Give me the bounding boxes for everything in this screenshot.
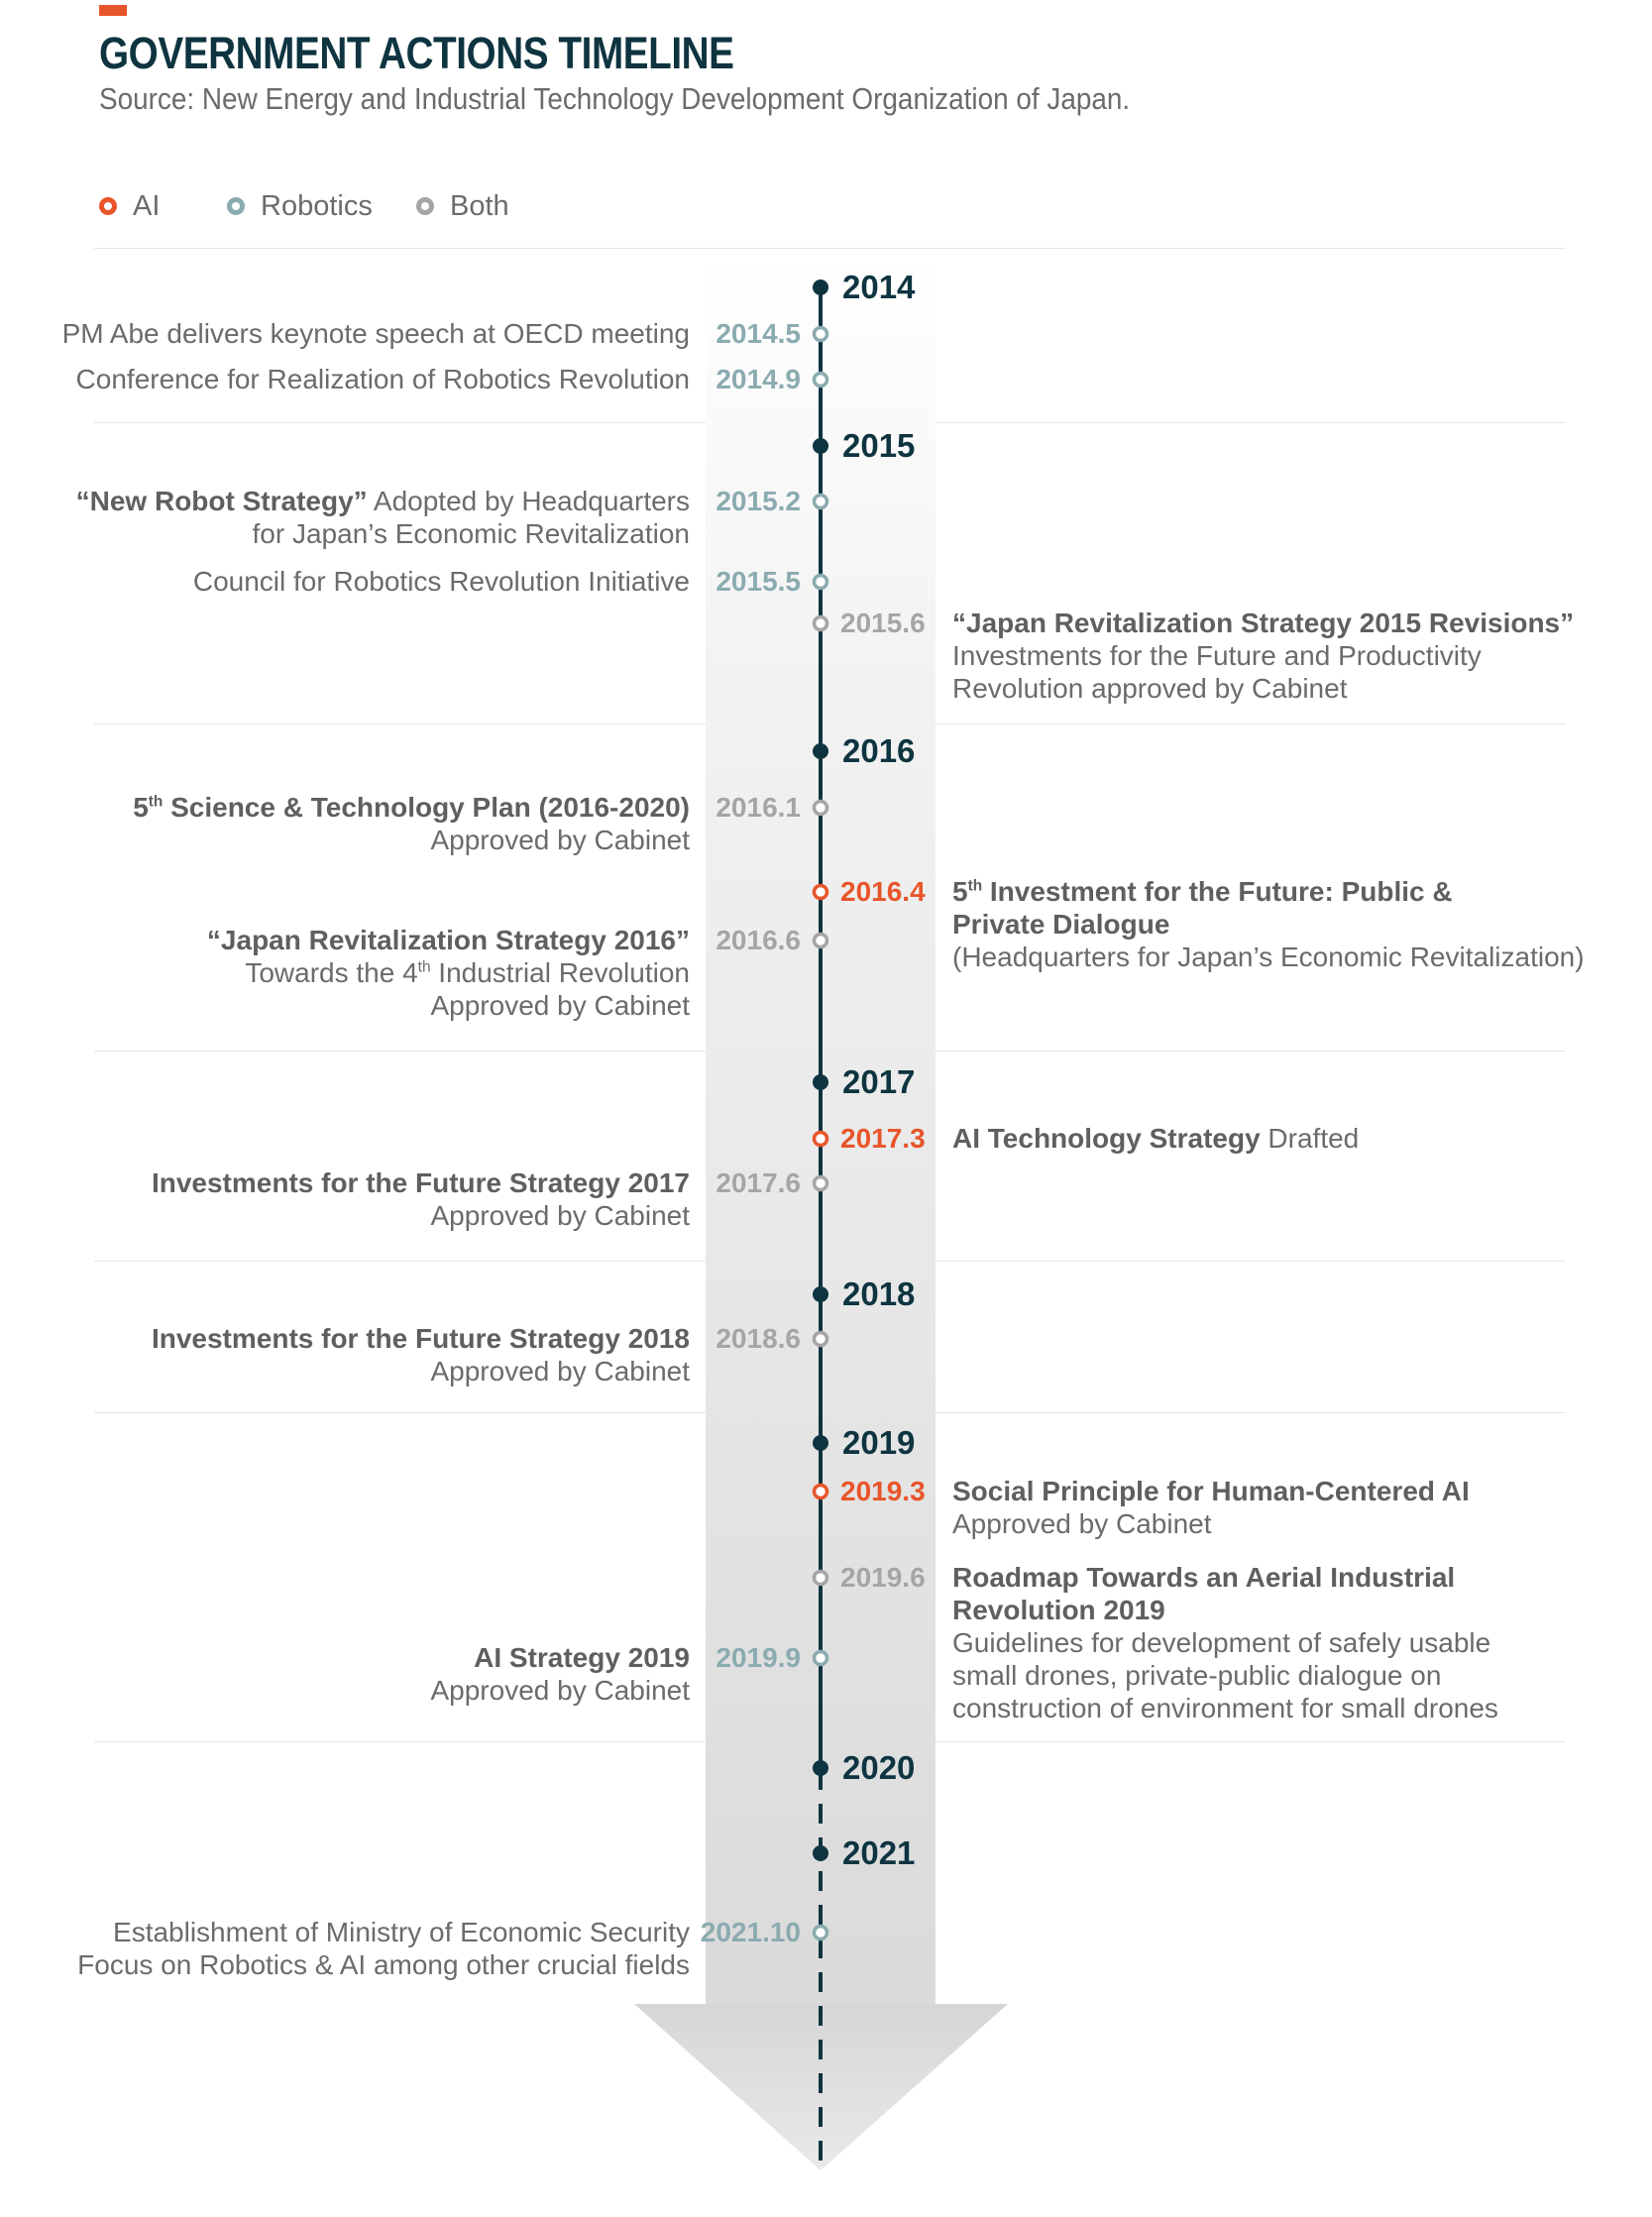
event-text: Establishment of Ministry of Economic Security	[113, 1917, 690, 1947]
event-description	[952, 1122, 1359, 1155]
event-line	[952, 908, 1585, 941]
event-text: Approved by Cabinet	[430, 1675, 690, 1706]
year-dot	[813, 1286, 828, 1302]
event-line	[76, 517, 690, 550]
event-line	[133, 824, 690, 856]
event-text: Approved by Cabinet	[952, 1508, 1212, 1539]
event-text: Conference for Realization of Robotics Revolution	[75, 364, 690, 394]
event-line	[952, 639, 1574, 672]
event-text: AI Technology Strategy	[952, 1123, 1261, 1154]
event-text: Investments for the Future Strategy 2018	[151, 1323, 690, 1354]
event-text: (Headquarters for Japan’s Economic Revitalization)	[952, 942, 1585, 972]
event-date: 2017.6	[716, 1167, 801, 1198]
event-marker	[815, 1927, 827, 1940]
event-text: Investments for the Future Strategy 2017	[151, 1167, 690, 1198]
event-text: Guidelines for development of safely usable	[952, 1627, 1491, 1658]
year-dot	[813, 279, 828, 295]
event-text: 5	[952, 876, 968, 907]
event-description	[133, 791, 690, 856]
event-text: Council for Robotics Revolution Initiative	[192, 566, 690, 597]
event-description	[952, 875, 1585, 973]
event-marker	[815, 1486, 827, 1498]
event-marker	[815, 1652, 827, 1665]
event-text: PM Abe delivers keynote speech at OECD meeting	[61, 318, 690, 349]
event-line	[207, 989, 690, 1022]
event-line	[152, 1166, 690, 1199]
event-description	[952, 1475, 1470, 1540]
event-description	[193, 565, 690, 598]
event-description	[952, 1561, 1498, 1724]
event-description	[207, 924, 690, 1022]
event-marker	[815, 328, 827, 341]
year-dot	[813, 1760, 828, 1776]
event-line	[952, 1475, 1470, 1507]
event-date: 2018.6	[716, 1323, 801, 1354]
legend-label-robotics: Robotics	[261, 189, 373, 222]
year-label: 2019	[842, 1424, 916, 1461]
event-line	[952, 941, 1585, 973]
event-line	[952, 1122, 1359, 1155]
event-line	[952, 1561, 1498, 1594]
event-line	[952, 875, 1585, 908]
event-text: Approved by Cabinet	[430, 1200, 690, 1231]
event-marker	[815, 1333, 827, 1346]
event-text: Roadmap Towards an Aerial Industrial	[952, 1562, 1456, 1593]
event-date: 2016.4	[840, 876, 926, 907]
event-line	[77, 1948, 690, 1981]
event-line	[207, 956, 690, 989]
event-text: small drones, private-public dialogue on	[952, 1660, 1442, 1691]
event-line	[77, 1916, 690, 1948]
event-description	[430, 1641, 690, 1707]
legend-label-ai: AI	[133, 189, 161, 222]
event-text: Private Dialogue	[952, 909, 1170, 940]
event-line	[152, 1355, 690, 1387]
event-line	[952, 1659, 1498, 1692]
event-text: Towards the 4	[245, 957, 418, 988]
event-line	[952, 1507, 1470, 1540]
event-marker	[815, 374, 827, 387]
event-text: Adopted by Headquarters	[367, 486, 690, 516]
event-date: 2017.3	[840, 1123, 926, 1154]
year-dot	[813, 1435, 828, 1451]
year-dot	[813, 438, 828, 454]
source-note: Source: New Energy and Industrial Technology Development Organization of Japan.	[99, 81, 1131, 116]
event-line	[133, 791, 690, 824]
event-line	[76, 363, 690, 395]
year-label: 2016	[842, 732, 916, 769]
event-description	[152, 1322, 690, 1387]
event-text: Industrial Revolution	[430, 957, 690, 988]
event-text: Approved by Cabinet	[430, 990, 690, 1021]
event-description	[152, 1166, 690, 1232]
event-text: Revolution approved by Cabinet	[952, 673, 1348, 704]
event-text: “New Robot Strategy”	[75, 486, 368, 516]
event-marker	[815, 576, 827, 589]
event-date: 2015.6	[840, 608, 926, 638]
event-marker	[815, 1572, 827, 1585]
event-marker	[815, 886, 827, 899]
event-text: Drafted	[1260, 1123, 1360, 1154]
event-marker	[815, 1177, 827, 1190]
event-line	[152, 1322, 690, 1355]
event-date: 2019.9	[716, 1642, 801, 1673]
event-text: Social Principle for Human-Centered AI	[952, 1476, 1470, 1506]
event-date: 2014.9	[716, 364, 801, 394]
event-text: 5	[133, 792, 149, 823]
event-text: Focus on Robotics & AI among other crucial fields	[77, 1949, 690, 1980]
year-label: 2021	[842, 1834, 916, 1871]
year-label: 2014	[842, 269, 916, 305]
event-date: 2021.10	[700, 1917, 801, 1947]
event-date: 2016.1	[716, 792, 801, 823]
event-date: 2014.5	[716, 318, 801, 349]
event-marker	[815, 935, 827, 947]
legend-label-both: Both	[450, 189, 509, 222]
event-line	[430, 1674, 690, 1707]
event-date: 2019.6	[840, 1562, 926, 1593]
event-text: “Japan Revitalization Strategy 2016”	[206, 925, 690, 955]
event-line	[193, 565, 690, 598]
event-line	[207, 924, 690, 956]
event-date: 2015.2	[716, 486, 801, 516]
event-line	[62, 317, 690, 350]
event-text: AI Strategy 2019	[474, 1642, 690, 1673]
year-label: 2020	[842, 1749, 916, 1786]
event-line	[952, 1594, 1498, 1626]
event-marker	[815, 1133, 827, 1146]
year-label: 2017	[842, 1063, 916, 1100]
event-marker	[815, 617, 827, 630]
event-text: th	[417, 958, 431, 976]
event-text: for Japan’s Economic Revitalization	[252, 518, 690, 549]
event-date: 2019.3	[840, 1476, 926, 1506]
year-dot	[813, 743, 828, 759]
event-text: “Japan Revitalization Strategy 2015 Revisions”	[952, 608, 1575, 638]
event-description	[77, 1916, 690, 1981]
event-text: Approved by Cabinet	[430, 1356, 690, 1386]
event-line	[152, 1199, 690, 1232]
year-label: 2018	[842, 1275, 916, 1312]
event-description	[62, 317, 690, 350]
event-text: Approved by Cabinet	[430, 825, 690, 855]
event-text: construction of environment for small drones	[952, 1693, 1498, 1723]
event-date: 2016.6	[716, 925, 801, 955]
event-line	[430, 1641, 690, 1674]
event-line	[952, 1626, 1498, 1659]
event-description	[76, 363, 690, 395]
year-label: 2015	[842, 427, 916, 464]
event-text: th	[967, 877, 983, 895]
event-text: Science & Technology Plan (2016-2020)	[163, 792, 690, 823]
event-description	[76, 485, 690, 550]
event-text: Investment for the Future: Public &	[982, 876, 1453, 907]
event-line	[952, 1692, 1498, 1724]
event-text: Investments for the Future and Productivity	[952, 640, 1482, 671]
event-text: Revolution 2019	[952, 1595, 1165, 1625]
year-dot	[813, 1074, 828, 1090]
event-marker	[815, 496, 827, 508]
event-line	[952, 607, 1574, 639]
event-marker	[815, 802, 827, 815]
event-line	[952, 672, 1574, 705]
page-title: GOVERNMENT ACTIONS TIMELINE	[99, 28, 734, 78]
event-line	[76, 485, 690, 517]
year-dot	[813, 1845, 828, 1861]
event-text: th	[148, 793, 164, 811]
event-date: 2015.5	[716, 566, 801, 597]
event-description	[952, 607, 1574, 705]
